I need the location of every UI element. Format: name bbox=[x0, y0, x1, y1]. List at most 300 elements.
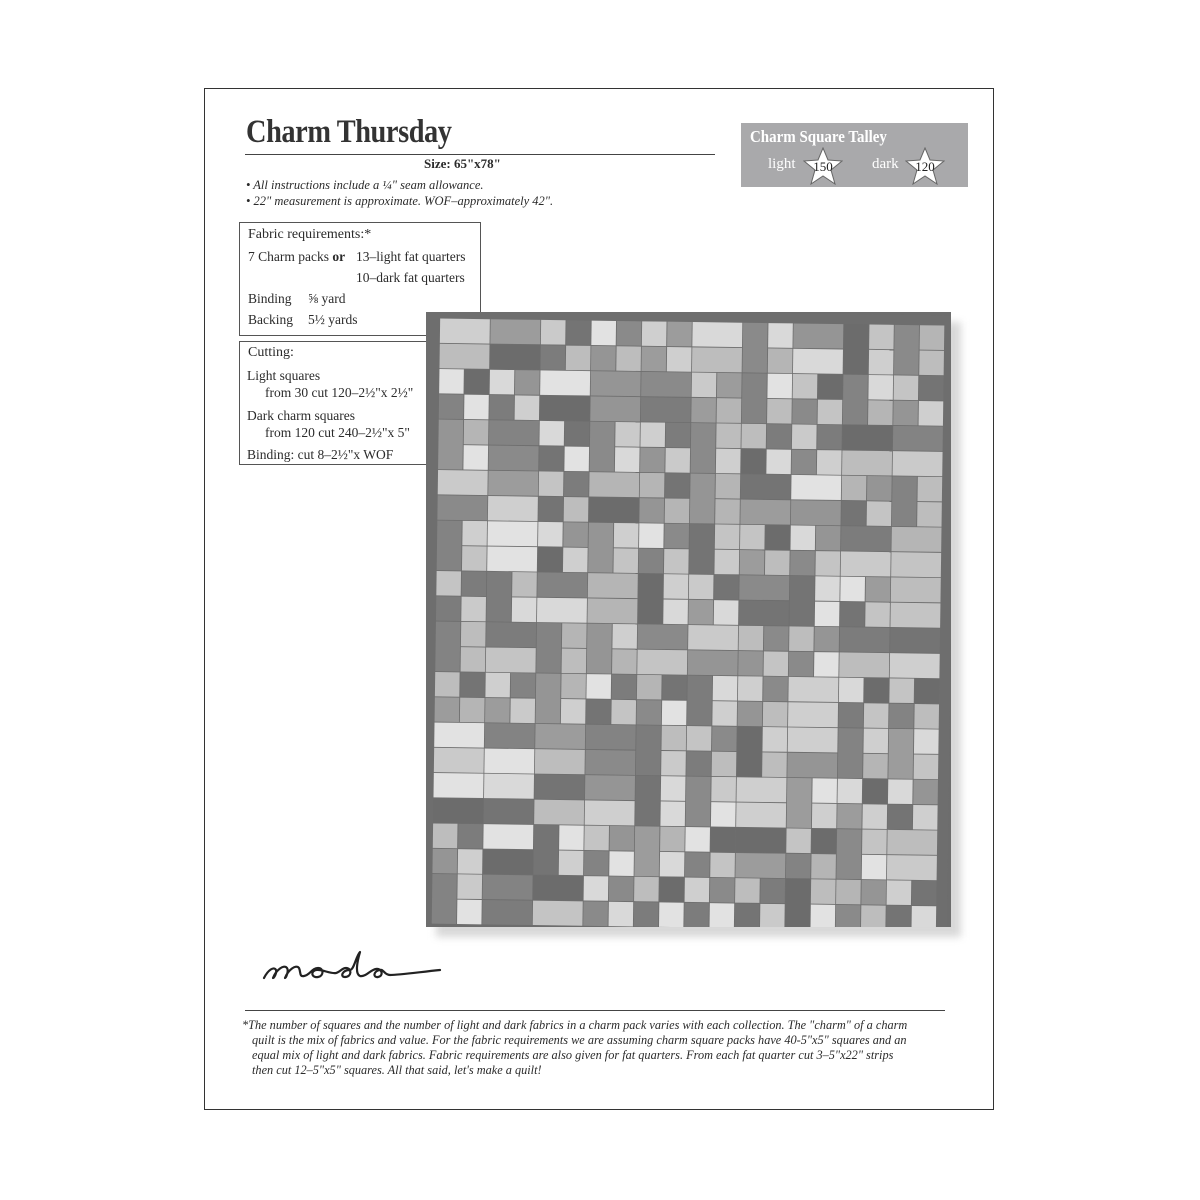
quilt-patch bbox=[485, 673, 510, 698]
quilt-patch bbox=[561, 674, 586, 699]
quilt-patch bbox=[616, 346, 641, 371]
quilt-patch bbox=[591, 371, 641, 396]
quilt-patch bbox=[665, 473, 690, 498]
quilt-patch bbox=[463, 445, 488, 470]
quilt-patch bbox=[887, 830, 937, 855]
quilt-patch bbox=[484, 799, 534, 824]
quilt-patch bbox=[888, 729, 913, 779]
quilt-patch bbox=[867, 501, 892, 526]
backing-label: Backing bbox=[248, 312, 293, 327]
quilt-patch bbox=[863, 754, 888, 779]
quilt-patch bbox=[435, 672, 460, 697]
quilt-patch bbox=[565, 421, 590, 446]
quilt-patch bbox=[462, 571, 487, 596]
quilt-patch bbox=[639, 549, 664, 574]
quilt-patch bbox=[615, 447, 640, 472]
quilt-patch bbox=[869, 350, 894, 375]
quilt-patch bbox=[840, 577, 865, 602]
charm-packs bbox=[248, 249, 345, 265]
quilt-patch bbox=[664, 574, 689, 599]
quilt-patch bbox=[563, 548, 588, 573]
quilt-patch bbox=[535, 749, 585, 774]
quilt-patch bbox=[666, 423, 691, 448]
quilt-patch bbox=[438, 470, 488, 495]
quilt-patch bbox=[613, 548, 638, 573]
quilt-patch bbox=[864, 678, 889, 703]
quilt-patch bbox=[837, 804, 862, 829]
quilt-patch bbox=[710, 853, 735, 878]
quilt-patch bbox=[839, 652, 889, 677]
quilt-patch bbox=[439, 344, 489, 369]
quilt-patch bbox=[692, 347, 742, 372]
quilt-patch bbox=[489, 395, 514, 420]
quilt-patch bbox=[637, 700, 662, 725]
quilt-patch bbox=[741, 424, 766, 449]
quilt-patch bbox=[612, 624, 637, 649]
quilt-patch bbox=[815, 551, 840, 576]
quilt-patch bbox=[660, 827, 685, 852]
light-fat-quarters: 13–light fat quarters bbox=[356, 249, 466, 264]
quilt-patch bbox=[662, 700, 687, 725]
quilt-patch bbox=[634, 877, 659, 902]
quilt-patch bbox=[685, 852, 710, 877]
quilt-patch bbox=[887, 855, 937, 880]
quilt-patch bbox=[464, 395, 489, 420]
quilt-patch bbox=[713, 676, 738, 701]
quilt-patch bbox=[891, 577, 941, 602]
quilt-patch bbox=[559, 851, 584, 876]
quilt-patch bbox=[458, 849, 483, 874]
quilt-patch bbox=[536, 623, 561, 673]
quilt-patch bbox=[869, 325, 894, 350]
instruction-notes bbox=[246, 177, 553, 209]
quilt-patch bbox=[660, 801, 685, 826]
quilt-patch bbox=[737, 727, 762, 777]
quilt-patch bbox=[766, 449, 791, 474]
quilt-patch bbox=[564, 447, 589, 472]
quilt-patch bbox=[515, 395, 540, 420]
quilt-patch bbox=[692, 322, 742, 347]
quilt-patch bbox=[691, 398, 716, 423]
quilt-patch bbox=[811, 879, 836, 904]
quilt-patch bbox=[659, 877, 684, 902]
quilt-patch bbox=[716, 449, 741, 474]
footnote-line-1: *The number of squares and the number of light and dark fabrics in a charm pack varies with each collection. The "charm" of a charm bbox=[242, 1018, 908, 1032]
quilt-patch bbox=[661, 776, 686, 801]
quilt-patch bbox=[839, 703, 864, 728]
quilt-patch bbox=[739, 601, 789, 626]
footnote bbox=[242, 1018, 948, 1078]
quilt-patch bbox=[686, 751, 711, 776]
quilt-patch bbox=[688, 650, 738, 675]
quilt-patch bbox=[610, 826, 635, 851]
quilt-patch bbox=[588, 573, 638, 598]
note-seam: • All instructions include a ¼" seam allowance. bbox=[246, 178, 484, 192]
quilt-patch bbox=[540, 396, 590, 421]
quilt-patch bbox=[786, 828, 811, 853]
quilt-patch bbox=[793, 349, 843, 374]
tally-dark-label: dark bbox=[872, 156, 899, 172]
quilt-patch bbox=[487, 546, 537, 571]
binding-label: Binding bbox=[248, 291, 292, 306]
quilt-patch bbox=[436, 571, 461, 596]
cutting-heading: Cutting: bbox=[248, 345, 294, 360]
quilt-patch bbox=[717, 398, 742, 423]
quilt-patch bbox=[590, 396, 640, 421]
quilt-patch bbox=[810, 905, 835, 927]
quilt-patch bbox=[814, 652, 839, 677]
quilt-patch bbox=[659, 902, 684, 927]
quilt-patch bbox=[611, 700, 636, 725]
quilt-patch bbox=[687, 676, 712, 726]
quilt-patch bbox=[868, 375, 893, 400]
quilt-patch bbox=[635, 776, 660, 826]
quilt-patch bbox=[457, 874, 482, 899]
quilt-patch bbox=[712, 726, 737, 751]
quilt-patch bbox=[791, 475, 841, 500]
quilt-patch bbox=[892, 476, 917, 526]
note-measurement: • 22" measurement is approximate. WOF–approximately 42". bbox=[246, 194, 554, 208]
quilt-patch bbox=[665, 448, 690, 473]
quilt-patch bbox=[512, 572, 537, 597]
quilt-patch bbox=[609, 876, 634, 901]
quilt-patch bbox=[741, 474, 791, 499]
quilt-patch bbox=[767, 374, 792, 399]
quilt-patch bbox=[767, 399, 792, 424]
quilt-patch bbox=[638, 574, 663, 624]
quilt-patch bbox=[688, 625, 738, 650]
quilt-patch bbox=[534, 800, 584, 825]
quilt-patch bbox=[914, 754, 939, 779]
quilt-patch bbox=[861, 905, 886, 927]
quilt-patch bbox=[664, 549, 689, 574]
quilt-patch bbox=[890, 653, 940, 678]
quilt-patch bbox=[589, 497, 639, 522]
star-icon bbox=[905, 147, 945, 185]
quilt-patch bbox=[486, 647, 536, 672]
quilt-patch bbox=[641, 372, 691, 397]
quilt-patch bbox=[515, 370, 540, 395]
quilt-patch bbox=[735, 903, 760, 927]
quilt-patch bbox=[762, 727, 787, 752]
quilt-patch bbox=[894, 375, 919, 400]
quilt-patch bbox=[692, 373, 717, 398]
quilt-patch bbox=[461, 622, 486, 647]
quilt-patch bbox=[868, 400, 893, 425]
quilt-patch bbox=[863, 728, 888, 753]
quilt-patch bbox=[684, 903, 709, 927]
quilt-patch bbox=[511, 673, 536, 698]
quilt-patch bbox=[715, 524, 740, 549]
quilt-patch bbox=[483, 875, 533, 900]
quilt-patch bbox=[490, 370, 515, 395]
star-icon bbox=[803, 147, 843, 185]
quilt-patch bbox=[765, 525, 790, 550]
quilt-patch bbox=[667, 322, 692, 347]
quilt-patch bbox=[889, 678, 914, 703]
quilt-patch bbox=[739, 575, 789, 600]
quilt-patch bbox=[814, 627, 839, 652]
quilt-patch bbox=[709, 903, 734, 927]
quilt-patch bbox=[789, 626, 814, 651]
quilt-patch bbox=[510, 698, 535, 723]
quilt-patch bbox=[817, 425, 842, 450]
cutting-binding: Binding: cut 8–2½"x WOF bbox=[247, 447, 394, 462]
quilt-patch bbox=[764, 626, 789, 651]
quilt-patch bbox=[742, 323, 767, 373]
quilt-patch bbox=[762, 752, 787, 777]
quilt-patch bbox=[712, 701, 737, 726]
quilt-patch bbox=[812, 829, 837, 854]
quilt-patch bbox=[584, 826, 609, 851]
quilt-patch bbox=[564, 497, 589, 522]
quilt-patch bbox=[836, 829, 861, 879]
quilt-patch bbox=[535, 724, 585, 749]
quilt-patch bbox=[489, 420, 539, 445]
quilt-patch bbox=[914, 729, 939, 754]
quilt-patch bbox=[533, 825, 558, 875]
binding-value: ⅝ yard bbox=[308, 291, 346, 306]
quilt-patch bbox=[893, 451, 943, 476]
quilt-patch bbox=[636, 725, 661, 775]
quilt-patch bbox=[457, 900, 482, 925]
quilt-patch bbox=[815, 602, 840, 627]
quilt-patch bbox=[562, 649, 587, 674]
quilt-patch bbox=[841, 501, 866, 526]
quilt-patch bbox=[641, 397, 691, 422]
quilt-patch bbox=[816, 526, 841, 551]
quilt-patch bbox=[661, 751, 686, 776]
quilt-patch bbox=[536, 673, 561, 723]
quilt-patch bbox=[461, 597, 486, 622]
quilt-patch bbox=[667, 347, 692, 372]
quilt-patch bbox=[640, 473, 665, 498]
quilt-patch bbox=[484, 748, 534, 773]
quilt-patch bbox=[843, 324, 868, 374]
quilt-patch bbox=[483, 849, 533, 874]
footnote-line-4: then cut 12–5"x5" squares. All that said, let's make a quilt! bbox=[252, 1063, 542, 1077]
quilt-patch bbox=[586, 725, 636, 750]
quilt-patch bbox=[434, 748, 484, 773]
quilt-patch bbox=[566, 320, 591, 345]
quilt-patch bbox=[562, 623, 587, 648]
quilt-patch bbox=[483, 824, 533, 849]
charm-square-tally bbox=[741, 123, 968, 187]
quilt-patch bbox=[663, 599, 688, 624]
footnote-rule bbox=[245, 1010, 945, 1011]
quilt-patch bbox=[841, 526, 891, 551]
quilt-patch bbox=[539, 421, 564, 446]
quilt-patch bbox=[436, 596, 461, 621]
quilt-patch bbox=[589, 472, 639, 497]
quilt-patch bbox=[711, 777, 736, 802]
quilt-patch bbox=[660, 852, 685, 877]
quilt-patch bbox=[740, 525, 765, 550]
quilt-patch bbox=[760, 879, 785, 904]
quilt-patch bbox=[538, 547, 563, 572]
quilt-patch bbox=[920, 325, 945, 350]
quilt-patch bbox=[861, 880, 886, 905]
quilt-patch bbox=[689, 575, 714, 600]
quilt-patch bbox=[888, 805, 913, 830]
quilt-patch bbox=[919, 401, 944, 426]
quilt-patch bbox=[586, 699, 611, 724]
quilt-patch bbox=[867, 476, 892, 501]
title-rule bbox=[245, 154, 715, 155]
quilt-patch bbox=[788, 702, 838, 727]
quilt-patch bbox=[638, 624, 688, 649]
quilt-patch bbox=[585, 775, 635, 800]
quilt-patch bbox=[435, 621, 460, 671]
quilt-patch bbox=[760, 904, 785, 927]
quilt-patch bbox=[688, 600, 713, 625]
quilt-patch bbox=[768, 348, 793, 373]
quilt-patch bbox=[640, 422, 665, 447]
quilt-patch bbox=[792, 424, 817, 449]
quilt-patch bbox=[738, 702, 763, 727]
quilt-patch bbox=[768, 323, 793, 348]
quilt-patch bbox=[788, 727, 838, 752]
cutting-light-label: Light squares bbox=[247, 368, 321, 383]
quilt-patch bbox=[634, 826, 659, 876]
quilt-patch bbox=[566, 346, 591, 371]
quilt-patch bbox=[434, 722, 484, 747]
quilt-patch bbox=[534, 774, 584, 799]
quilt-patch bbox=[540, 370, 590, 395]
quilt-patch bbox=[763, 702, 788, 727]
quilt-patch bbox=[886, 906, 911, 927]
quilt-patch bbox=[591, 346, 616, 371]
quilt-patch bbox=[818, 400, 843, 425]
quilt-patch bbox=[714, 600, 739, 625]
quilt-patch bbox=[738, 676, 763, 701]
quilt-patch bbox=[460, 672, 485, 697]
quilt-patch bbox=[911, 906, 936, 927]
quilt-patch bbox=[785, 879, 810, 927]
quilt-patch bbox=[812, 804, 837, 829]
quilt-patch bbox=[890, 603, 940, 628]
quilt-patch bbox=[439, 394, 464, 419]
quilt-patch bbox=[561, 699, 586, 724]
cutting-light-detail: from 30 cut 120–2½"x 2½" bbox=[265, 385, 414, 400]
quilt-patch bbox=[540, 345, 565, 370]
quilt-patch bbox=[584, 851, 609, 876]
quilt-patch bbox=[888, 779, 913, 804]
quilt-patch bbox=[793, 374, 818, 399]
quilt-patch bbox=[893, 401, 918, 426]
quilt-patch bbox=[711, 827, 736, 852]
quilt-patch bbox=[583, 901, 608, 926]
quilt-patch bbox=[462, 546, 487, 571]
quilt-patch bbox=[793, 323, 843, 348]
quilt-patch bbox=[811, 854, 836, 879]
quilt-patch bbox=[842, 476, 867, 501]
quilt-patch bbox=[865, 602, 890, 627]
quilt-patch bbox=[437, 495, 487, 520]
quilt-patch bbox=[685, 827, 710, 852]
quilt-patch bbox=[489, 446, 539, 471]
quilt-patch bbox=[817, 450, 842, 475]
quilt-patch bbox=[634, 902, 659, 927]
quilt-patch bbox=[686, 776, 711, 826]
quilt-patch bbox=[792, 399, 817, 424]
quilt-patch bbox=[484, 774, 534, 799]
quilt-patch bbox=[438, 420, 463, 470]
quilt-patch bbox=[587, 598, 637, 623]
quilt-patch bbox=[914, 704, 939, 729]
quilt-patch bbox=[893, 426, 943, 451]
quilt-patch bbox=[433, 798, 483, 823]
quilt-image bbox=[426, 312, 951, 927]
quilt-patch bbox=[790, 525, 815, 550]
quilt-patch bbox=[661, 726, 686, 751]
quilt-patch bbox=[711, 802, 736, 827]
quilt-patch bbox=[464, 420, 489, 445]
quilt-patch bbox=[841, 551, 891, 576]
quilt-patch bbox=[887, 880, 912, 905]
footnote-line-3: equal mix of light and dark fabrics. Fabric requirements are also given for fat quarters. From each fat quarter cut 3–5"x22" strips bbox=[252, 1048, 894, 1062]
quilt-patch bbox=[662, 675, 687, 700]
quilt-patch bbox=[464, 369, 489, 394]
quilt-patch bbox=[664, 524, 689, 549]
quilt-patch bbox=[435, 697, 460, 722]
quilt-patch bbox=[486, 622, 536, 647]
quilt-patch bbox=[790, 551, 815, 576]
quilt-patch bbox=[488, 471, 538, 496]
charm-packs-text: 7 Charm packs bbox=[248, 249, 329, 264]
quilt-patch bbox=[585, 750, 635, 775]
quilt-patch bbox=[488, 521, 538, 546]
quilt-patch bbox=[738, 651, 763, 676]
quilt-patch bbox=[763, 677, 788, 702]
footnote-line-2: quilt is the mix of fabrics and value. For the fabric requirements we are assuming charm square packs have 40-5"x5" squares and an bbox=[252, 1033, 907, 1047]
quilt-patch bbox=[735, 853, 785, 878]
tally-light-label: light bbox=[768, 156, 796, 172]
quilt-patch bbox=[458, 824, 483, 849]
quilt-patch bbox=[891, 552, 941, 577]
quilt-patch bbox=[792, 450, 817, 475]
quilt-patch bbox=[863, 779, 888, 804]
quilt-patch bbox=[533, 901, 583, 926]
quilt-patch bbox=[913, 805, 938, 830]
quilt-patch bbox=[843, 375, 868, 425]
quilt-patch bbox=[585, 800, 635, 825]
quilt-patch bbox=[537, 598, 587, 623]
quilt-patch bbox=[889, 704, 914, 729]
moda-logo bbox=[260, 948, 445, 984]
quilt-patch bbox=[842, 450, 892, 475]
quilt-patch bbox=[432, 849, 457, 874]
quilt-patch bbox=[609, 851, 634, 876]
quilt-patch bbox=[788, 677, 838, 702]
quilt-patch bbox=[460, 698, 485, 723]
quilt-patch bbox=[559, 825, 584, 850]
quilt-patch bbox=[687, 726, 712, 751]
quilt-patch bbox=[615, 422, 640, 447]
quilt-patch bbox=[741, 449, 766, 474]
quilt-patch bbox=[765, 550, 790, 575]
quilt-patch bbox=[862, 804, 887, 829]
pattern-title: Charm Thursday bbox=[246, 114, 452, 150]
quilt-patch bbox=[590, 422, 615, 472]
quilt-patch bbox=[482, 900, 532, 925]
backing-value: 5½ yards bbox=[308, 312, 358, 327]
quilt-patch bbox=[588, 523, 613, 573]
quilt-patch bbox=[786, 854, 811, 879]
quilt-patch bbox=[461, 647, 486, 672]
quilt-patch bbox=[640, 448, 665, 473]
quilt-patch bbox=[612, 674, 637, 699]
